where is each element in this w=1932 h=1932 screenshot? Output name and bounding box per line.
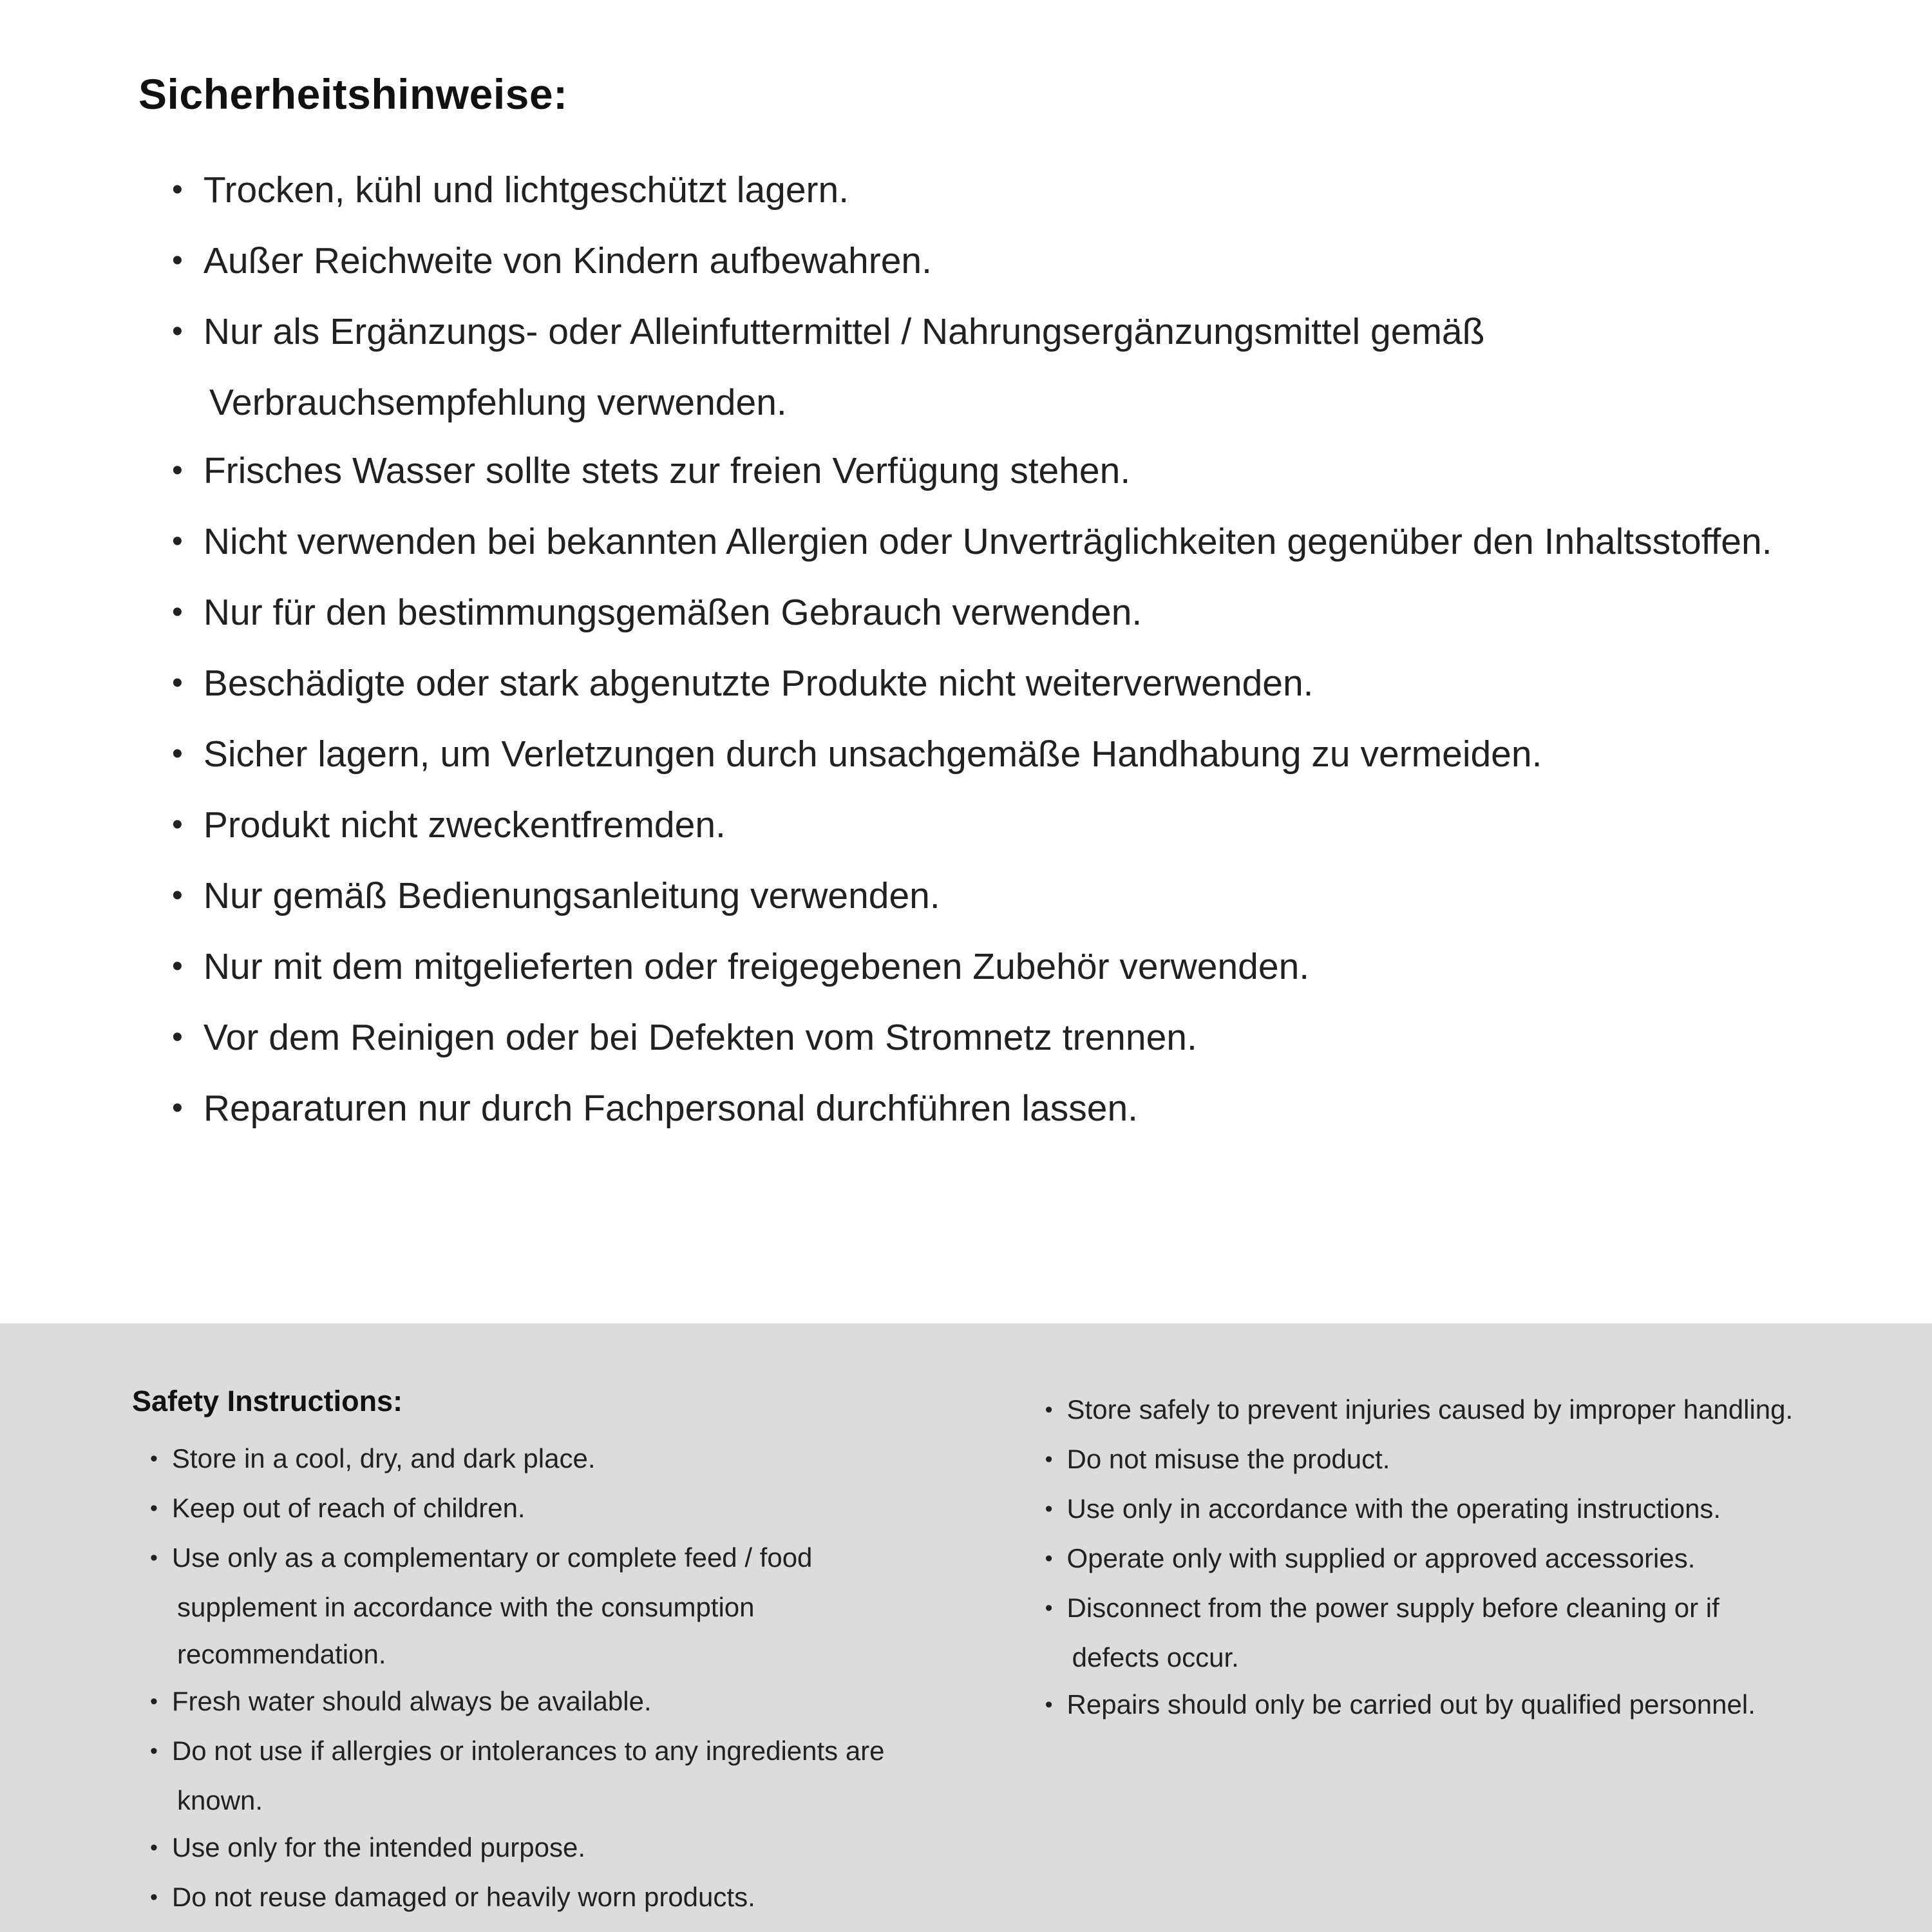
list-item: • Fresh water should always be available. <box>150 1678 931 1727</box>
list-item: • Nur mit dem mitgelieferten oder freigegebenen Zubehör verwenden. <box>172 933 1816 1003</box>
list-item: • Operate only with supplied or approved accessories. <box>1045 1535 1810 1584</box>
english-left-column <box>132 1385 931 1923</box>
english-right-column <box>1027 1385 1810 1730</box>
english-two-column-layout <box>132 1385 1810 1923</box>
list-item: • Do not use if allergies or intolerances to any ingredients are known. <box>150 1727 931 1824</box>
list-item: • Use only for the intended purpose. <box>150 1824 931 1873</box>
english-safety-list-left <box>132 1435 931 1923</box>
list-item: • Repairs should only be carried out by qualified personnel. <box>1045 1681 1810 1730</box>
list-item: • Nur gemäß Bedienungsanleitung verwenden. <box>172 862 1816 933</box>
english-safety-list-right <box>1027 1386 1810 1730</box>
list-item: • Außer Reichweite von Kindern aufbewahren. <box>172 227 1816 298</box>
german-section-title: Sicherheitshinweise: <box>138 70 568 118</box>
german-safety-list <box>138 156 1816 1145</box>
list-item: • Trocken, kühl und lichtgeschützt lagern. <box>172 156 1816 227</box>
english-safety-section <box>0 1323 1932 1932</box>
list-item: • Do not misuse the product. <box>1045 1435 1810 1485</box>
list-item: • Reparaturen nur durch Fachpersonal durchführen lassen. <box>172 1074 1816 1145</box>
list-item: • Nur als Ergänzungs- oder Alleinfuttermittel / Nahrungsergänzungsmittel gemäß Verbrauchsempfehlung verwenden. <box>172 298 1816 437</box>
list-item: • Beschädigte oder stark abgenutzte Produkte nicht weiterverwenden. <box>172 649 1816 720</box>
list-item: • Use only as a complementary or complete feed / food supplement in accordance with the consumption recommendation. <box>150 1534 931 1678</box>
list-item: • Keep out of reach of children. <box>150 1484 931 1534</box>
list-item: • Nur für den bestimmungsgemäßen Gebrauch verwenden. <box>172 578 1816 649</box>
english-section-title: Safety Instructions: <box>132 1385 403 1417</box>
list-item: • Use only in accordance with the operating instructions. <box>1045 1485 1810 1535</box>
list-item: • Do not reuse damaged or heavily worn products. <box>150 1873 931 1923</box>
list-item: • Nicht verwenden bei bekannten Allergien oder Unverträglichkeiten gegenüber den Inhaltsstoffen. <box>172 507 1816 578</box>
list-item: • Produkt nicht zweckentfremden. <box>172 791 1816 862</box>
list-item: • Vor dem Reinigen oder bei Defekten vom Stromnetz trennen. <box>172 1003 1816 1074</box>
list-item: • Store safely to prevent injuries caused by improper handling. <box>1045 1386 1810 1435</box>
list-item: • Store in a cool, dry, and dark place. <box>150 1435 931 1484</box>
list-item: • Sicher lagern, um Verletzungen durch unsachgemäße Handhabung zu vermeiden. <box>172 720 1816 791</box>
list-item: • Frisches Wasser sollte stets zur freien Verfügung stehen. <box>172 437 1816 507</box>
list-item: • Disconnect from the power supply before cleaning or if defects occur. <box>1045 1584 1810 1681</box>
